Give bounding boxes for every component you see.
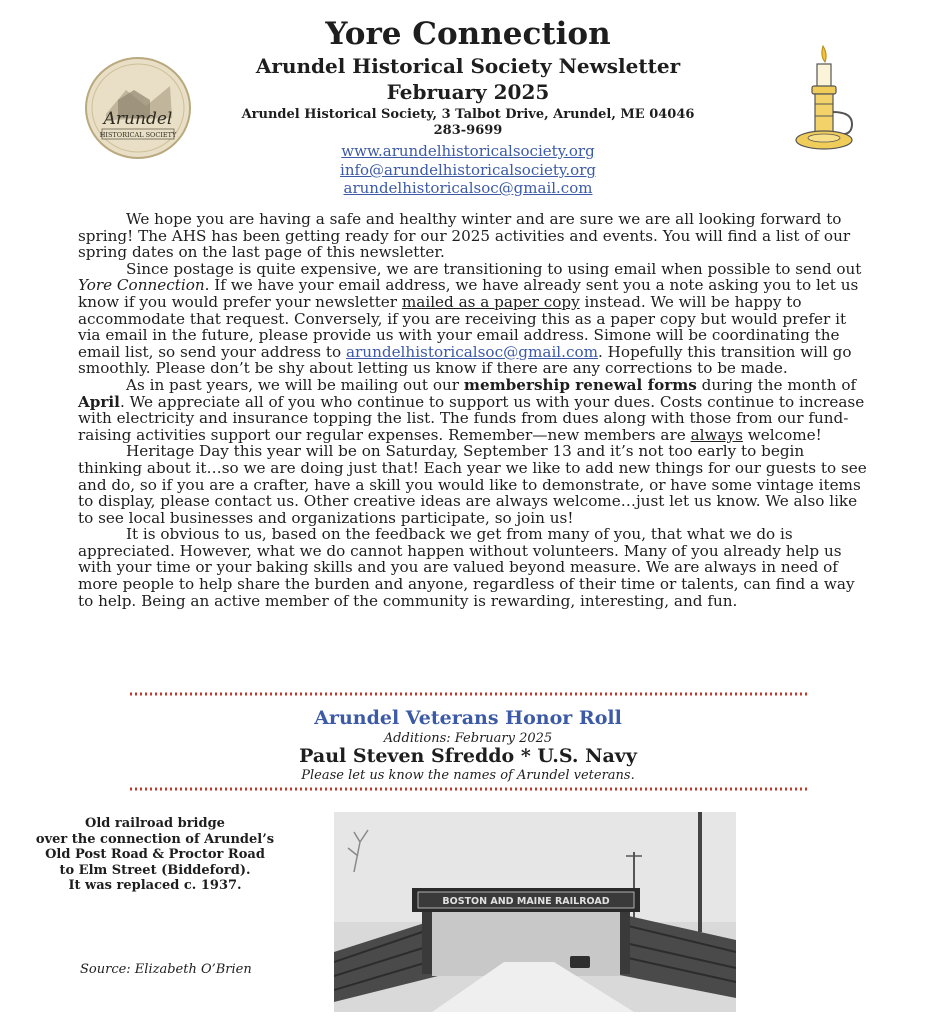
paragraph-membership: As in past years, we will be mailing out our membership renewal forms during the month of April. We appreciate all of you who continue to support us with your dues. Costs continue to increase with electricity and insurance topping the list. The funds from dues along with those from our fund-raising activities support our regular expenses. Remember—new members are always welcome!: [78, 375, 865, 444]
paragraph-heritage-day: Heritage Day this year will be on Saturday, September 13 and it’s not too early to begin thinking about it…so we are doing just that! Each year we like to add new things for our guests to see and do, so if you are a crafter, have a skill you would like to demonstrate, or have some vintage items to display, please contact us. Other creative ideas are always welcome…just let us know. We also like to see local businesses and organizations participate, so join us!: [78, 442, 867, 527]
separator-bottom: [130, 786, 810, 792]
paragraph-volunteers: It is obvious to us, based on the feedback we get from many of you, that what we do is appreciated. However, what we do cannot happen without volunteers. Many of you already help us with your time or your baking skills and you are valued beyond measure. We are always in need of more people to help share the burden and anyone, regardless of their time or talents, can find a way to help. Being an active member of the community is rewarding, interesting, and fun.: [78, 525, 855, 610]
gmail-email-inline-link[interactable]: arundelhistoricalsoc@gmail.com: [345, 342, 599, 361]
paragraph-intro: We hope you are having a safe and healthy winter and are sure we are all looking forward to spring! The AHS has been getting ready for our 2025 activities and events. You will find a list of our spring dates on the last page of this newsletter.: [78, 210, 851, 262]
honor-roll-note: Please let us know the names of Arundel veterans.: [301, 768, 635, 783]
newsletter-title: Yore Connection: [325, 16, 611, 52]
bridge-sign-text: BOSTON AND MAINE RAILROAD: [442, 896, 610, 907]
seal-text: Arundel: [103, 109, 173, 129]
seal-subtext: HISTORICAL SOCIETY: [99, 131, 177, 139]
society-phone: 283-9699: [433, 123, 503, 138]
separator-top: [130, 691, 810, 697]
website-link[interactable]: www.arundelhistoricalsociety.org: [341, 142, 595, 160]
newsletter-subtitle: Arundel Historical Society Newsletter: [255, 54, 681, 78]
issue-date: February 2025: [386, 80, 550, 104]
candle-icon: [790, 42, 864, 158]
honor-roll-name: Paul Steven Sfreddo * U.S. Navy: [299, 745, 637, 767]
honor-roll-title: Arundel Veterans Honor Roll: [314, 707, 622, 729]
railroad-bridge-photo: [334, 812, 736, 1012]
newsletter-body: [78, 211, 868, 609]
info-email-link[interactable]: info@arundelhistoricalsociety.org: [340, 161, 596, 179]
photo-caption: Old railroad bridge over the connection of Arundel’s Old Post Road & Proctor Road to Elm Street (Biddeford). It was replaced c. 1937.: [35, 816, 275, 893]
society-seal: [84, 56, 192, 160]
honor-roll-additions: Additions: February 2025: [383, 731, 553, 746]
society-address: Arundel Historical Society, 3 Talbot Drive, Arundel, ME 04046: [241, 107, 695, 122]
paragraph-email-transition: Since postage is quite expensive, we are transitioning to using email when possible to send out Yore Connection. If we have your email address, we have already sent you a note asking you to let us know if you would prefer your newsletter mailed as a paper copy instead. We will be happy to accommodate that request. Conversely, if you are receiving this as a paper copy but would prefer it via email in the future, please provide us with your email address. Simone will be coordinating the email list, so send your address to arundelhistoricalsoc@gmail.com. Hopefully this transition will go smoothly. Please don’t be shy about letting us know if there are any corrections to be made.: [78, 259, 862, 378]
photo-source: Source: Elizabeth O’Brien: [80, 962, 252, 977]
gmail-email-link[interactable]: arundelhistoricalsoc@gmail.com: [343, 179, 593, 197]
